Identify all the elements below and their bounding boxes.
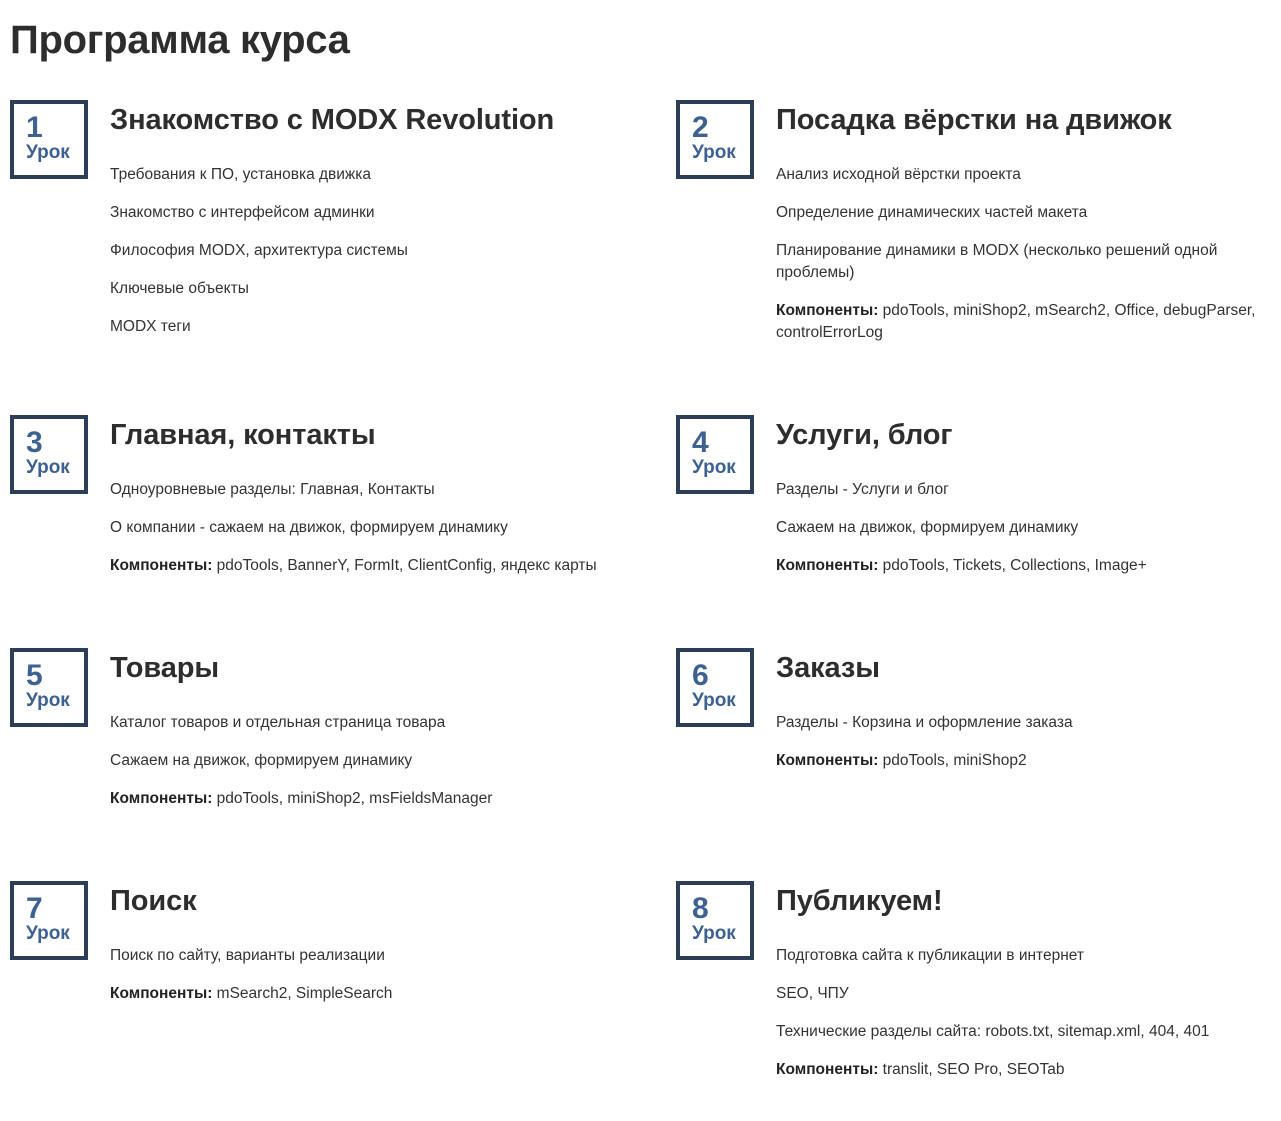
lesson-number: 3	[26, 426, 43, 459]
lesson-number: 5	[26, 659, 43, 692]
lesson-topic: Одноуровневые разделы: Главная, Контакты	[110, 481, 435, 498]
components-label: Компоненты:	[776, 1061, 879, 1078]
components-list: pdoTools, Tickets, Collections, Image+	[882, 557, 1147, 574]
lesson-topics	[776, 712, 1281, 772]
lesson-topic: Определение динамических частей макета	[776, 204, 1088, 221]
lesson-word: Урок	[26, 457, 70, 478]
lesson-topic: Требования к ПО, установка движка	[110, 166, 372, 183]
lesson-topic: SEO, ЧПУ	[776, 985, 849, 1002]
lesson-components	[110, 555, 610, 577]
lesson-title: Посадка вёрстки на движок	[776, 104, 1172, 136]
lesson-topic: Каталог товаров и отдельная страница товара	[110, 714, 446, 731]
lesson-number: 6	[692, 659, 709, 692]
lesson-topic: Разделы - Услуги и блог	[776, 481, 949, 498]
lesson-number: 8	[692, 892, 709, 925]
components-list: pdoTools, miniShop2, mSearch2, Office, debugParser, controlErrorLog	[776, 302, 1256, 341]
lesson-word: Урок	[692, 142, 736, 163]
lesson-components	[110, 788, 610, 810]
lesson-body	[776, 881, 1281, 1097]
lesson-title: Публикуем!	[776, 885, 943, 917]
lesson-number: 1	[26, 111, 43, 144]
lesson-topic: Подготовка сайта к публикации в интернет	[776, 947, 1084, 964]
components-list: pdoTools, miniShop2, msFieldsManager	[216, 790, 493, 807]
lesson-word: Урок	[692, 457, 736, 478]
lesson-body	[110, 881, 610, 1021]
lesson-number: 2	[692, 111, 709, 144]
lesson-topics	[110, 712, 610, 810]
lesson-topics	[776, 164, 1281, 344]
components-label: Компоненты:	[110, 790, 213, 807]
lesson-topic: Знакомство с интерфейсом админки	[110, 204, 375, 221]
lesson-word: Урок	[26, 690, 70, 711]
lesson-topic: О компании - сажаем на движок, формируем динамику	[110, 519, 508, 536]
lesson-components	[776, 750, 1281, 772]
lesson-number: 4	[692, 426, 709, 459]
lesson-body	[776, 100, 1281, 360]
lesson-title: Товары	[110, 652, 220, 684]
lesson-topic: Разделы - Корзина и оформление заказа	[776, 714, 1073, 731]
lesson-topics	[110, 164, 610, 338]
lesson-badge	[676, 881, 754, 960]
lesson-word: Урок	[692, 690, 736, 711]
lesson-topic: Планирование динамики в MODX (несколько решений одной проблемы)	[776, 242, 1218, 281]
lesson-badge	[10, 881, 88, 960]
lesson-badge	[10, 415, 88, 494]
components-label: Компоненты:	[776, 302, 879, 319]
components-list: pdoTools, BannerY, FormIt, ClientConfig, яндекс карты	[216, 557, 597, 574]
lesson-badge	[10, 100, 88, 179]
lesson-word: Урок	[26, 923, 70, 944]
lesson-components	[776, 555, 1281, 577]
lesson-body	[110, 648, 610, 826]
components-label: Компоненты:	[110, 985, 213, 1002]
lesson-topic: Поиск по сайту, варианты реализации	[110, 947, 385, 964]
lesson-topic: Анализ исходной вёрстки проекта	[776, 166, 1021, 183]
lesson-title: Знакомство с MODX Revolution	[110, 104, 555, 136]
lesson-components	[776, 1059, 1281, 1081]
lesson-word: Урок	[692, 923, 736, 944]
lesson-number: 7	[26, 892, 43, 925]
lesson-badge	[676, 100, 754, 179]
lesson-title: Заказы	[776, 652, 880, 684]
components-label: Компоненты:	[776, 557, 879, 574]
lesson-title: Поиск	[110, 885, 197, 917]
lesson-topic: Философия MODX, архитектура системы	[110, 242, 408, 259]
lesson-topic: Сажаем на движок, формируем динамику	[776, 519, 1079, 536]
components-list: translit, SEO Pro, SEOTab	[882, 1061, 1065, 1078]
page-title: Программа курса	[10, 18, 350, 62]
lesson-topic: Технические разделы сайта: robots.txt, sitemap.xml, 404, 401	[776, 1023, 1210, 1040]
lesson-topic: Сажаем на движок, формируем динамику	[110, 752, 413, 769]
lesson-badge	[676, 415, 754, 494]
lesson-components	[110, 983, 610, 1005]
lesson-title: Услуги, блог	[776, 419, 953, 451]
components-list: pdoTools, miniShop2	[882, 752, 1027, 769]
lesson-word: Урок	[26, 142, 70, 163]
lesson-components	[776, 300, 1281, 344]
lesson-body	[110, 100, 610, 354]
lesson-body	[776, 415, 1281, 593]
lesson-topics	[776, 479, 1281, 577]
lesson-topic: MODX теги	[110, 318, 191, 335]
lesson-body	[110, 415, 610, 593]
lesson-topics	[776, 945, 1281, 1081]
lesson-topics	[110, 945, 610, 1005]
lesson-title: Главная, контакты	[110, 419, 376, 451]
lesson-badge	[676, 648, 754, 727]
lesson-badge	[10, 648, 88, 727]
components-label: Компоненты:	[776, 752, 879, 769]
lesson-body	[776, 648, 1281, 788]
lesson-topics	[110, 479, 610, 577]
components-list: mSearch2, SimpleSearch	[216, 985, 393, 1002]
components-label: Компоненты:	[110, 557, 213, 574]
lesson-topic: Ключевые объекты	[110, 280, 249, 297]
